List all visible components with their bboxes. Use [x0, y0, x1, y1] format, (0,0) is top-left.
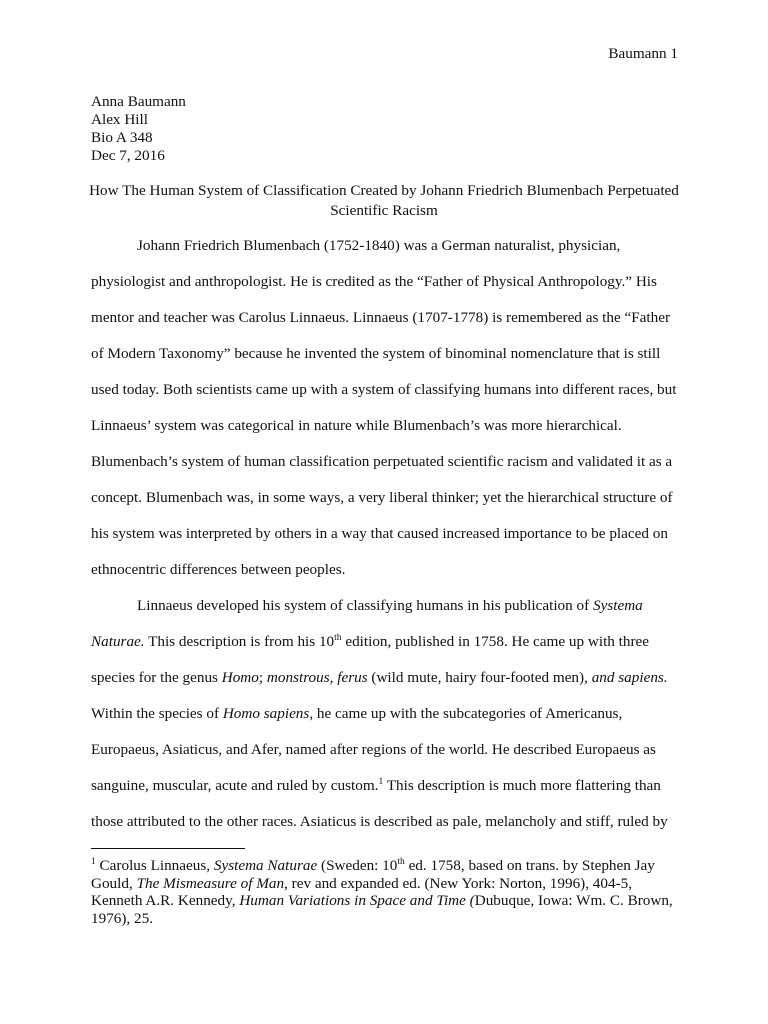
footnote-number: 1 — [91, 856, 96, 867]
running-head: Baumann 1 — [608, 45, 678, 62]
text-run: Kenneth A.R. Kennedy, — [91, 892, 240, 910]
italic-run: Human Variations in Space and Time ( — [239, 892, 475, 910]
italic-run: , and sapiens. — [584, 669, 668, 686]
paragraph-line: Blumenbach’s system of human classification perpetuated scientific racism and validated it as a — [91, 453, 673, 470]
course-name: Bio A 348 — [91, 129, 153, 146]
superscript: th — [397, 856, 405, 867]
text-run: , he came up with the subcategories of Americanus, — [309, 705, 623, 722]
paragraph-line: his system was interpreted by others in a way that caused increased importance to be placed on — [91, 525, 668, 542]
text-run: This description is much more flattering than — [383, 777, 661, 794]
paragraph-line: used today. Both scientists came up with a system of classifying humans into different races, but — [91, 381, 677, 398]
instructor-name: Alex Hill — [91, 111, 148, 128]
paragraph-line: ethnocentric differences between peoples. — [91, 561, 346, 578]
text-run: ; — [258, 669, 267, 686]
paragraph-line — [91, 702, 681, 738]
author-name: Anna Baumann — [91, 93, 186, 110]
text-run: Linnaeus developed his system of classifying humans in his publication of — [137, 597, 593, 614]
paper-title — [80, 181, 688, 221]
paper-date: Dec 7, 2016 — [91, 147, 165, 164]
italic-run: Homo sapiens — [222, 705, 310, 722]
text-run: species for the genus — [91, 669, 222, 686]
superscript: th — [334, 632, 342, 643]
italic-run: Systema Naturae — [213, 857, 318, 874]
text-run: sanguine, muscular, acute and ruled by custom. — [91, 777, 379, 794]
footnote-line — [91, 875, 691, 893]
paragraph-line: those attributed to the other races. Asiaticus is described as pale, melancholy and stiff, ruled by — [91, 813, 668, 830]
footnote — [91, 857, 691, 927]
italic-run: monstrous, ferus — [266, 669, 368, 686]
text-run: Carolus Linnaeus, — [95, 857, 214, 874]
paragraph-line: Linnaeus’ system was categorical in nature while Blumenbach’s was more hierarchical. — [91, 417, 622, 434]
italic-run: Systema — [592, 597, 643, 614]
title-line: How The Human System of Classification Created by Johann Friedrich Blumenbach Perpetuated — [89, 182, 679, 199]
text-run: (Sweden: 10 — [317, 857, 398, 874]
footnote-separator — [91, 848, 245, 849]
footnote-line: 1976), 25. — [91, 909, 154, 927]
italic-run: Homo — [221, 669, 259, 686]
italic-run: Naturae. — [91, 633, 145, 650]
paragraph-line — [91, 594, 681, 630]
text-run: Gould, — [91, 874, 137, 892]
paragraph-line — [91, 630, 681, 666]
text-run: , rev and expanded ed. (New York: Norton, 1996), 404-5, — [284, 874, 633, 892]
paragraph-line — [91, 666, 681, 702]
mla-heading — [91, 93, 186, 165]
italic-run: The Mismeasure of Man — [136, 874, 285, 892]
paragraph-line — [91, 774, 681, 810]
paragraph-line: Europaeus, Asiaticus, and Afer, named after regions of the world. He described Europaeus as — [91, 741, 656, 758]
body-text — [91, 234, 681, 846]
title-line: Scientific Racism — [330, 202, 438, 219]
footnote-ref[interactable]: 1 — [378, 776, 384, 787]
paragraph-line: physiologist and anthropologist. He is credited as the “Father of Physical Anthropology.” His — [91, 273, 657, 290]
footnote-line — [91, 857, 691, 875]
footnote-line — [91, 892, 691, 910]
paragraph-line: concept. Blumenbach was, in some ways, a very liberal thinker; yet the hierarchical structure of — [91, 489, 673, 506]
paragraph-line: Johann Friedrich Blumenbach (1752-1840) was a German naturalist, physician, — [137, 237, 621, 254]
paragraph-line: of Modern Taxonomy” because he invented the system of binominal nomenclature that is still — [91, 345, 661, 362]
text-run: This description is from his 10 — [144, 633, 335, 650]
text-run: Dubuque, Iowa: Wm. C. Brown, — [474, 892, 673, 910]
text-run: ed. 1758, based on trans. by Stephen Jay — [404, 857, 655, 874]
text-run: edition, published in 1758. He came up with three — [341, 633, 650, 650]
text-run: (wild mute, hairy four-footed men) — [367, 669, 585, 686]
text-run: Within the species of — [91, 705, 223, 722]
paragraph-line: mentor and teacher was Carolus Linnaeus. Linnaeus (1707-1778) is remembered as the “Father — [91, 309, 671, 326]
